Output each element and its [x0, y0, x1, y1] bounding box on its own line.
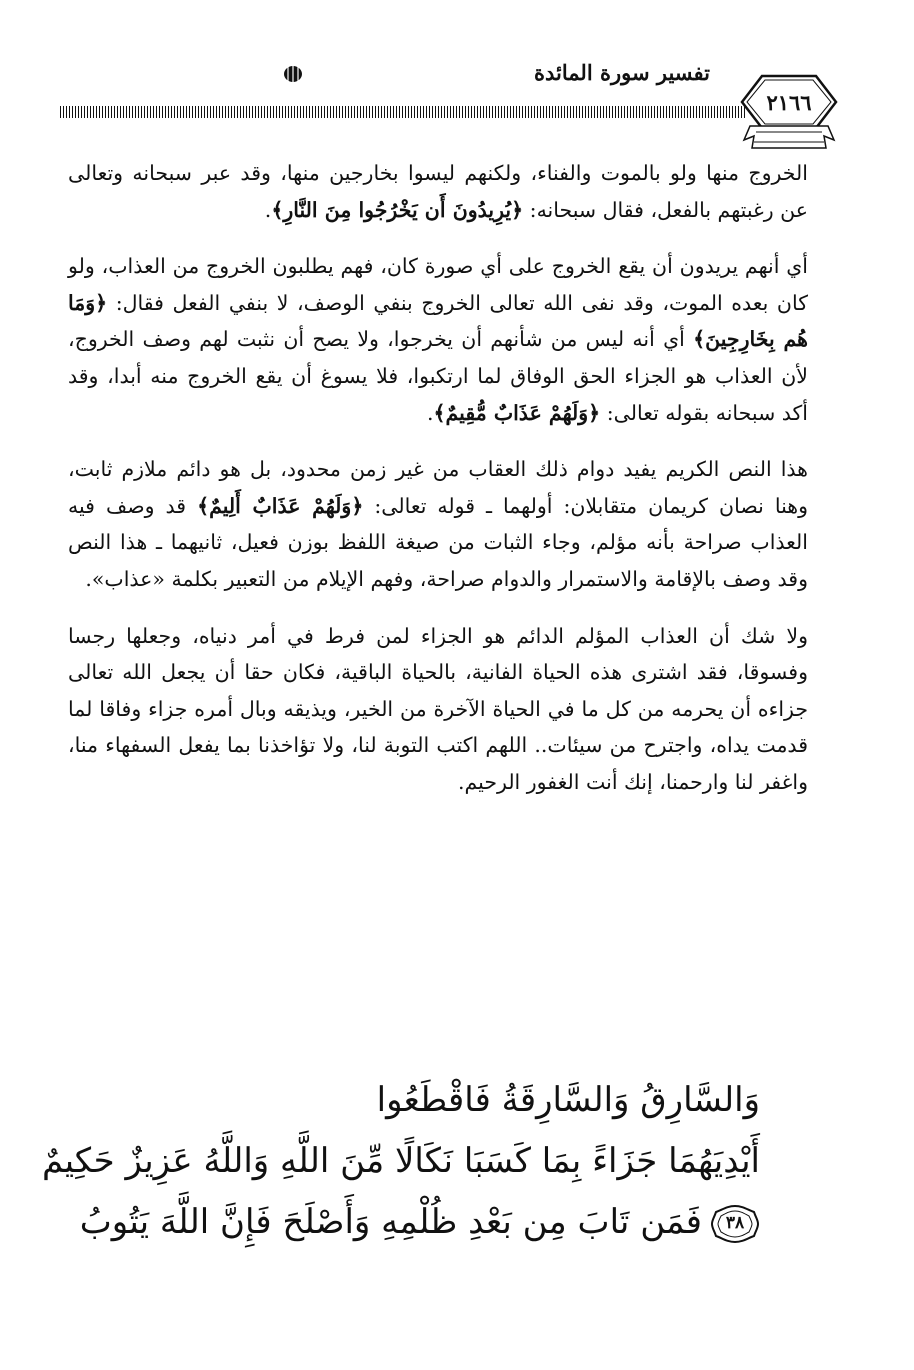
paragraph-text: أي أنه ليس من شأنهم أن يخرجوا، ولا يصح أن نثبت لهم وصف الخروج، لأن العذاب هو الجزاء الحق الوفاق لما ارتكبوا، فلا يسوغ أن يقع الخروج منه أبدا، وقد أكد سبحانه بقوله تعالى: [68, 327, 808, 425]
paragraph-text: الخروج منها ولو بالموت والفناء، ولكنهم ليسوا بخارجين منها، وقد عبر سبحانه وتعالى عن رغبتهم بالفعل، فقال سبحانه: [68, 161, 808, 222]
ayah-number: ٣٨ [725, 1213, 745, 1233]
paragraph-text: قد وصف فيه العذاب صراحة بأنه مؤلم، وجاء الثبات من صيغة اللفظ بوزن فعيل، ثانيهما ـ هذا النص وقد وصف بالإقامة والاستمرار والدوام صراحة، وفهم الإيلام من التعبير بكلمة «عذاب». [68, 493, 808, 591]
header-rule [60, 106, 745, 118]
quran-line-3 [79, 1192, 760, 1253]
paragraph-text: أي أنهم يريدون أن يقع الخروج على أي صورة كان، فهم يطلبون الخروج من العذاب، ولو كان بعده الموت، وقد نفى الله تعالى الخروج بنفي الوصف، لا بنفي الفعل فقال: [68, 254, 808, 315]
title-ornament-icon [282, 64, 304, 84]
quran-line-1: وَالسَّارِقُ وَالسَّارِقَةُ فَاقْطَعُوا [376, 1080, 760, 1120]
page-number: ٢١٦٦ [766, 90, 812, 115]
paragraph-text: . [264, 197, 272, 222]
quran-verse-block [41, 1070, 760, 1253]
paragraph-4: ولا شك أن العذاب المؤلم الدائم هو الجزاء لمن فرط في أمر دنياه، وجعلها رجسا وفسوقا، فقد اشترى هذه الحياة الفانية، بالحياة الباقية، فكان حقا أن يجعل الله تعالى جزاءه أن يحرمه من كل ما في الحياة الآخرة من الخير، ويذيقه وبال أمره جزاء وفاقا لما قدمت يداه، واجترح من سيئات.. اللهم اكتب التوبة لنا، ولا تؤاخذنا بما يفعل السفهاء منا، واغفر لنا وارحمنا، إنك أنت الغفور الرحيم. [68, 623, 808, 794]
ayah-number-marker [710, 1204, 760, 1244]
paragraph-2 [68, 248, 808, 431]
verse-quote: ﴿وَلَهُمْ عَذَابٌ مُّقِيمٌ﴾ [433, 400, 601, 425]
paragraph-text: . [426, 400, 434, 425]
paragraph-text: هذا النص الكريم يفيد دوام ذلك العقاب من غير زمن محدود، بل هو دائم ملازم ثابت، وهنا نصان كريمان متقابلان: أولهما ـ قوله تعالى: [68, 457, 808, 518]
quran-line-2: أَيْدِيَهُمَا جَزَاءً بِمَا كَسَبَا نَكَالًا مِّنَ اللَّهِ وَاللَّهُ عَزِيزٌ حَكِيمٌ [41, 1141, 760, 1181]
running-title: تفسير سورة المائدة [534, 60, 710, 85]
paragraph-3 [68, 451, 808, 597]
verse-quote: ﴿وَلَهُمْ عَذَابٌ أَلِيمٌ﴾ [197, 493, 364, 518]
verse-quote: ﴿وَمَا هُم بِخَارِجِينَ﴾ [68, 290, 808, 352]
verse-quote: ﴿يُرِيدُونَ أَن يَخْرُجُوا مِنَ النَّارِ﴾ [271, 197, 524, 222]
page-header [0, 0, 914, 150]
quran-line-3-text: فَمَن تَابَ مِن بَعْدِ ظُلْمِهِ وَأَصْلَحَ فَإِنَّ اللَّهَ يَتُوبُ [79, 1202, 702, 1242]
commentary-text [68, 155, 808, 821]
page-number-badge [740, 68, 838, 152]
paragraph-1 [68, 155, 808, 228]
